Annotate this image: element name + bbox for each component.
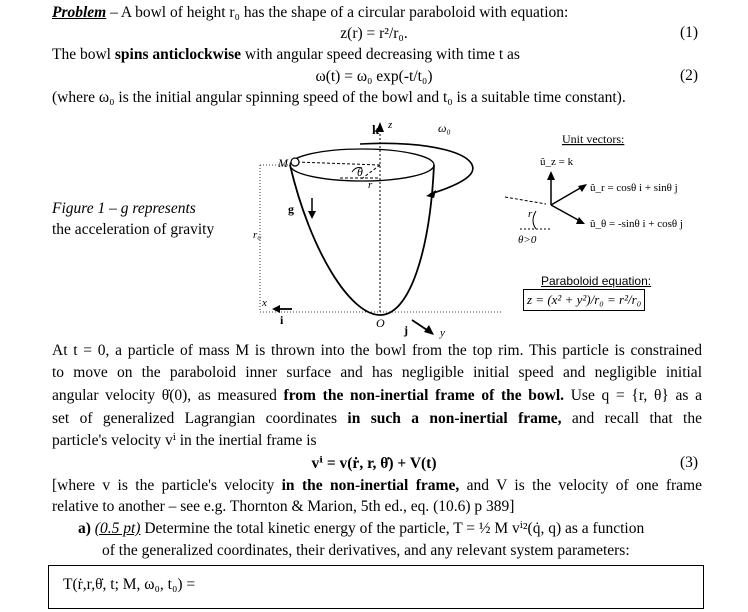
p4-pre: set of generalized Lagrangian coordinates [52, 410, 348, 427]
label-r: r [368, 179, 373, 191]
equation-3: vⁱ = v(ṙ, r, θ̇) + V(t) [311, 455, 437, 472]
body-line-5: particle's velocity vⁱ in the inertial frame is [52, 432, 317, 449]
figure-caption-1 [52, 199, 196, 219]
line2-bold: spins anticlockwise [114, 46, 242, 63]
p3-bold: from the non-inertial frame of the bowl. [283, 387, 565, 404]
figure-caption-2: the acceleration of gravity [52, 221, 215, 238]
theta-gt0-label: θ>0 [518, 234, 537, 246]
p6-bold: in the non-inertial frame, [281, 477, 460, 494]
label-x: x [262, 297, 267, 309]
label-O: O [376, 316, 385, 330]
body-line-3 [52, 386, 702, 406]
answer-box[interactable] [48, 565, 704, 609]
equation-2-number: (2) [680, 67, 699, 84]
utheta-label: û_θ = -sinθ i + cosθ j [590, 218, 683, 230]
paraboloid-equation: z = (x² + y²)/r₀ = r²/r₀ [523, 289, 645, 311]
problem-line-3: (where ω₀ is the initial angular spinning speed of the bowl and t₀ is a suitable time constant). [52, 89, 626, 106]
line2-pre: The bowl [52, 46, 115, 63]
small-r-label: r [528, 208, 533, 220]
unit-vectors-figure [500, 125, 710, 250]
label-j: j [404, 323, 408, 337]
label-k: k [372, 122, 380, 137]
question-a [78, 519, 644, 539]
p4-bold: in such a non-inertial frame, [347, 410, 562, 427]
bowl-figure [240, 110, 510, 340]
label-omega0: ω₀ [438, 121, 451, 135]
equation-3-number: (3) [680, 454, 699, 471]
body-line-7: relative to another – see e.g. Thornton & Marion, 5th ed., eq. (10.6) p 389] [52, 498, 515, 515]
question-a-points: (0.5 pt) [94, 520, 141, 537]
p6-post: and V is the velocity of one frame [459, 477, 702, 494]
label-r0: r₀ [253, 229, 262, 241]
body-line-4 [52, 409, 702, 429]
p6-pre: [where v is the particle's velocity [52, 477, 282, 494]
p3-post: Use q = {r, θ} as a [564, 387, 702, 404]
problem-intro: – A bowl of height r₀ has the shape of a circular paraboloid with equation: [110, 4, 569, 21]
ur-label: û_r = cosθ i + sinθ j [590, 182, 678, 194]
question-a-label: a) [78, 520, 91, 537]
label-theta: θ [357, 165, 363, 179]
line2-post: with angular speed decreasing with time t as [241, 46, 520, 63]
problem-label: Problem [52, 4, 107, 21]
equation-1-number: (1) [680, 24, 699, 41]
label-M: M [278, 156, 288, 170]
paraboloid-title: Paraboloid equation: [541, 274, 652, 288]
label-g: g [288, 202, 294, 216]
body-line-1: At t = 0, a particle of mass M is thrown into the bowl from the top rim. This particle is constrained [52, 342, 702, 359]
answer-prompt: T(ṙ,r,θ̇, t; M, ω₀, t₀) = [63, 576, 196, 593]
p4-post: and recall that the [561, 410, 702, 427]
unit-vectors-title: Unit vectors: [562, 132, 625, 146]
p3-pre: angular velocity θ̇(0), as measured [52, 387, 284, 404]
equation-2: ω(t) = ω₀ exp(-t/t₀) [315, 68, 433, 85]
problem-line-2 [52, 45, 520, 65]
equation-1: z(r) = r²/r₀. [340, 25, 408, 42]
question-a-line-2: of the generalized coordinates, their derivatives, and any relevant system parameters: [102, 542, 630, 559]
caption-1-text: Figure 1 – g represents [52, 200, 196, 217]
uz-label: û_z = k [540, 156, 574, 168]
question-a-text: Determine the total kinetic energy of the particle, T = ½ M vⁱ²(q̇, q) as a function [140, 520, 645, 537]
problem-line-1 [52, 3, 568, 23]
body-line-2: to move on the paraboloid inner surface and has negligible initial speed and negligible initial [52, 364, 702, 381]
label-y: y [440, 327, 445, 339]
label-z: z [388, 119, 393, 131]
body-line-6 [52, 476, 702, 496]
label-i: i [280, 313, 284, 327]
